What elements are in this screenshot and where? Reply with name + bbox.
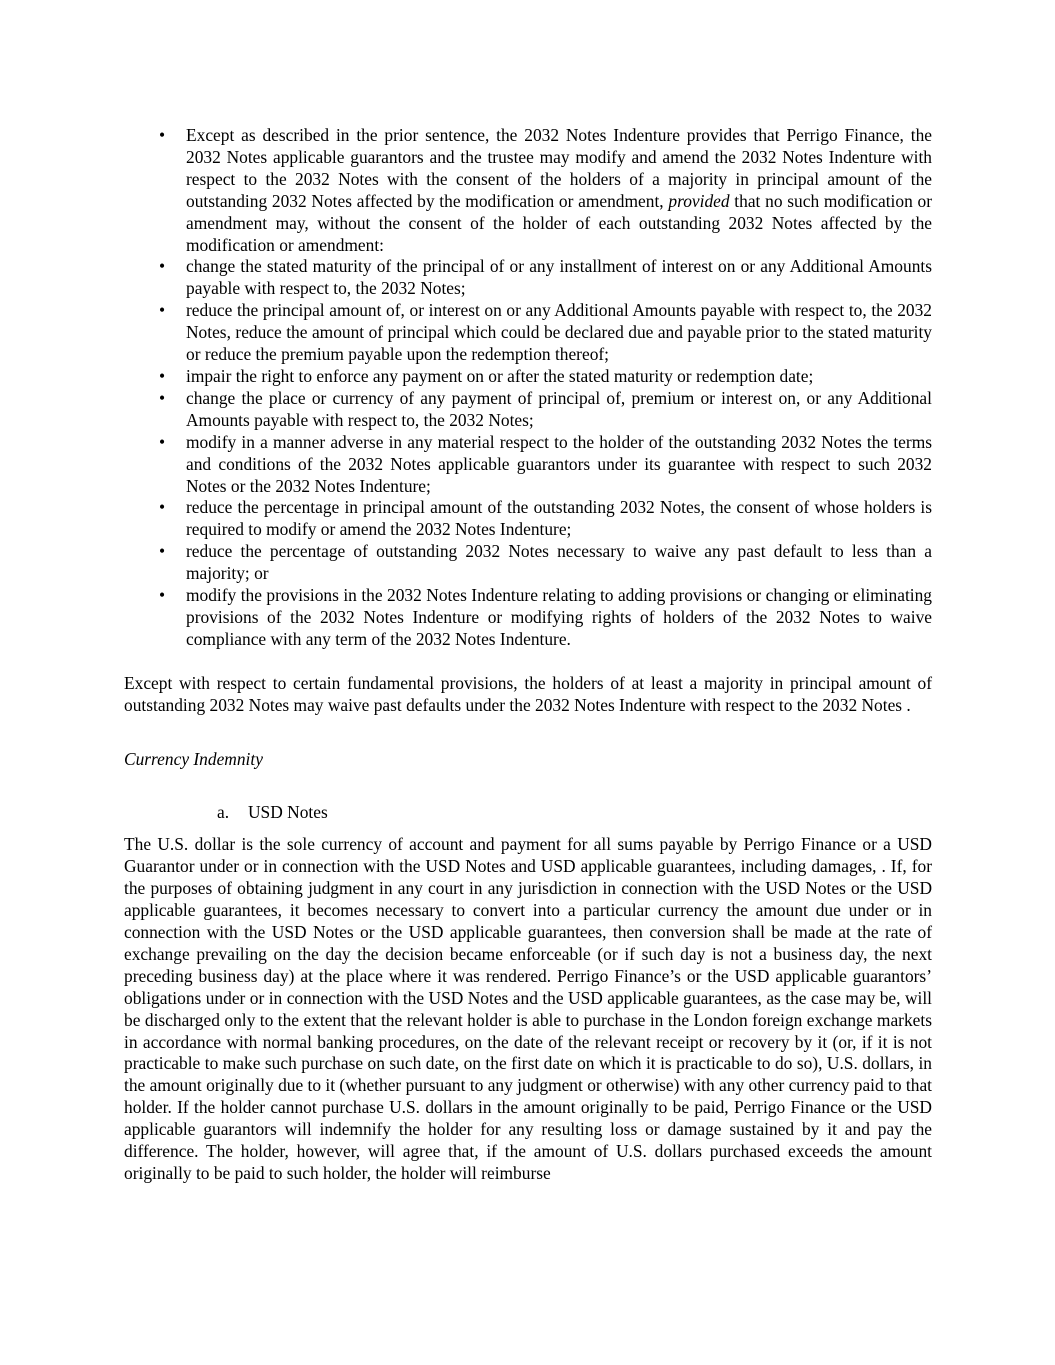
bullet-marker: • [158, 585, 166, 606]
bullet-text: change the place or currency of any payment of principal of, premium or interest on, or any Additional Amounts payable with respect to, the 2032 Notes; [186, 387, 932, 430]
bullet-text: change the stated maturity of the principal of or any installment of interest on or any Additional Amounts payable with respect to, the 2032 Notes; [186, 256, 932, 299]
bullet-marker: • [158, 256, 166, 277]
bullet-text: Except as described in the prior sentence, the 2032 Notes Indenture provides that Perrigo Finance, the 2032 Notes applicable guarantors and the trustee may modify and amend the 2032 Notes Indenture with respect to the 2032 Notes with the consent of the holders of a majority in principal amount of the outstanding 2032 Notes affected by the modification or amendment, [186, 125, 932, 211]
list-item [124, 388, 932, 432]
list-item [124, 125, 932, 256]
bullet-marker: • [158, 300, 166, 321]
bullet-marker: • [158, 497, 166, 518]
bullet-text: that no such modification or amendment may, without the consent of the holder of each outstanding 2032 Notes affected by the modification or amendment: [186, 190, 932, 255]
bullet-marker: • [158, 125, 166, 145]
bullet-text: impair the right to enforce any payment on or after the stated maturity or redemption date; [186, 365, 814, 386]
bullet-text: reduce the principal amount of, or interest on or any Additional Amounts payable with respect to, the 2032 Notes, reduce the amount of principal which could be declared due and payable prior to the stated maturity or reduce the premium payable upon the redemption thereof; [186, 300, 932, 365]
bullet-text: modify in a manner adverse in any material respect to the holder of the outstanding 2032 Notes the terms and conditions of the 2032 Notes applicable guarantors under its guarantee with respect to such 2032 Notes or the 2032 Notes Indenture; [186, 431, 932, 496]
subsection-heading [124, 802, 932, 824]
subsection-title: USD Notes [248, 802, 328, 823]
bullet-marker: • [158, 387, 166, 408]
usd-notes-paragraph: The U.S. dollar is the sole currency of account and payment for all sums payable by Perrigo Finance or a USD Guarantor under or in connection with the USD Notes and USD applicable guarantees, including damages, . If, for the purposes of obtaining judgment in any court in any jurisdiction in connection with the USD Notes or the USD applicable guarantees, it becomes necessary to convert into a particular currency the amount due under or in connection with the USD Notes or the USD applicable guarantees, then conversion shall be made at the rate of exchange prevailing on the day the decision became enforceable (or if such day is not a business day, the next preceding business day) at the place where it was rendered. Perrigo Finance’s or the USD applicable guarantors’ obligations under or in connection with the USD Notes and the USD applicable guarantees, as the case may be, will be discharged only to the extent that the relevant holder is able to purchase in the London foreign exchange markets in accordance with normal banking procedures, on the date of the relevant receipt or recovery by it (or, if it is not practicable to make such purchase on such date, on the first date on which it is practicable to do so), U.S. dollars, in the amount originally due to it (whether pursuant to any judgment or otherwise) with any other currency paid to that holder. If the holder cannot purchase U.S. dollars in the amount originally to be paid, Perrigo Finance or the USD applicable guarantors will indemnify the holder for any resulting loss or damage sustained by it and pay the difference. The holder, however, will agree that, if the amount of U.S. dollars purchased exceeds the amount originally to be paid to such holder, the holder will reimburse [124, 834, 932, 1183]
subsection-marker: a. [217, 802, 230, 823]
bullet-text: reduce the percentage of outstanding 2032 Notes necessary to waive any past default to less than a majority; or [186, 541, 932, 584]
amendment-bullet-list [124, 125, 932, 651]
bullet-text: modify the provisions in the 2032 Notes Indenture relating to adding provisions or changing or eliminating provisions of the 2032 Notes Indenture or modifying rights of holders of the 2032 Notes to waive compliance with any term of the 2032 Notes Indenture. [186, 585, 932, 649]
document-page [124, 125, 932, 1185]
bullet-text-italic: provided [668, 190, 730, 211]
waiver-paragraph: Except with respect to certain fundamental provisions, the holders of at least a majority in principal amount of outstanding 2032 Notes may waive past defaults under the 2032 Notes Indenture with respect to the 2032 Notes . [124, 672, 932, 715]
section-heading: Currency Indemnity [124, 748, 263, 769]
bullet-marker: • [158, 541, 166, 562]
list-item [124, 497, 932, 541]
list-item [124, 366, 932, 388]
bullet-marker: • [158, 431, 166, 452]
list-item [124, 585, 932, 651]
list-item [124, 256, 932, 300]
list-item [124, 432, 932, 498]
list-item [124, 300, 932, 366]
bullet-text: reduce the percentage in principal amount of the outstanding 2032 Notes, the consent of whose holders is required to modify or amend the 2032 Notes Indenture; [186, 497, 932, 540]
list-item [124, 541, 932, 585]
bullet-marker: • [158, 365, 166, 386]
